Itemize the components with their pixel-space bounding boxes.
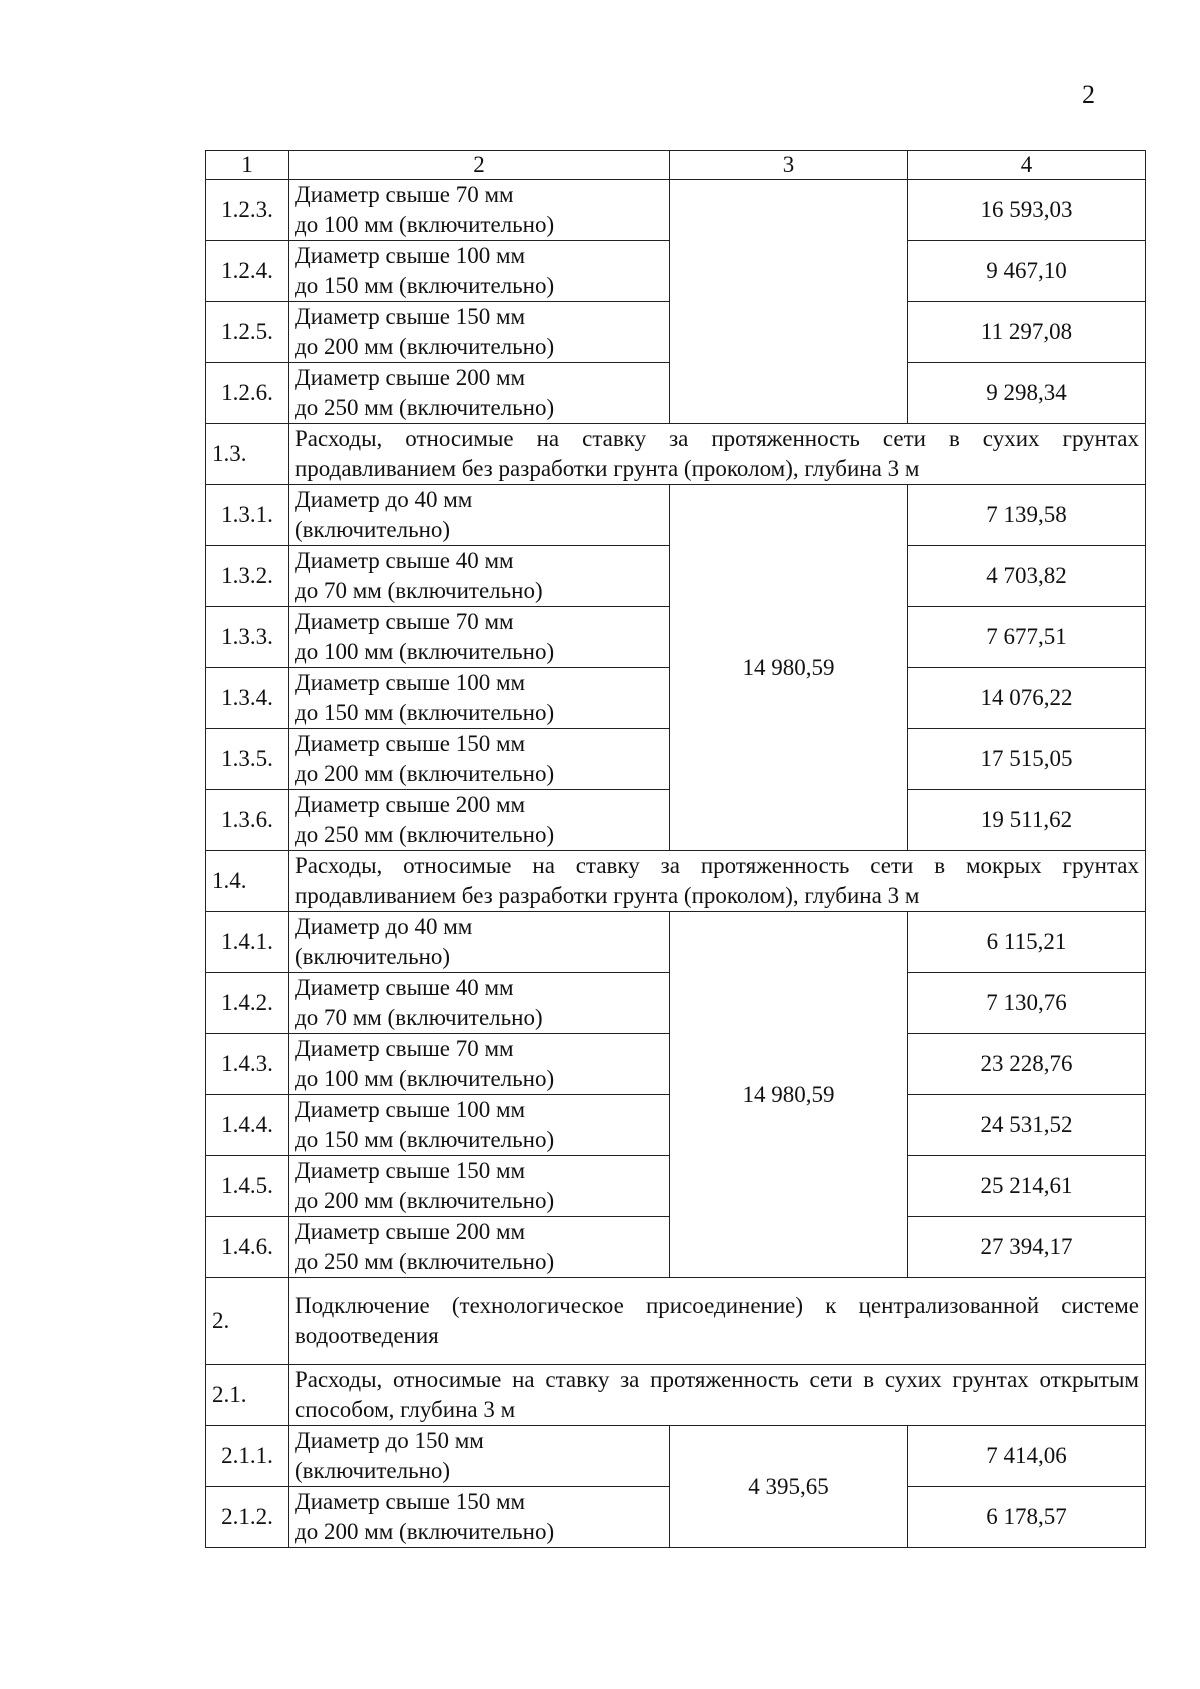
table-row <box>206 180 1146 241</box>
row-description <box>289 912 670 973</box>
description-line-1: Диаметр до 40 мм <box>295 914 473 939</box>
row-number: 2.1.2. <box>206 1487 289 1548</box>
row-value: 27 394,17 <box>908 1217 1146 1278</box>
row-value: 7 677,51 <box>908 607 1146 668</box>
row-value: 7 139,58 <box>908 485 1146 546</box>
section-title: Расходы, относимые на ставку за протяженность сети в сухих грунтах продавливанием без разработки грунта (проколом), глубина 3 м <box>289 424 1146 485</box>
row-number: 1.4.1. <box>206 912 289 973</box>
page-number: 2 <box>1082 80 1095 109</box>
row-number: 1.3.1. <box>206 485 289 546</box>
description-line-1: Диаметр свыше 150 мм <box>295 1158 526 1183</box>
description-line-2: до 200 мм (включительно) <box>295 761 555 786</box>
section-title: Расходы, относимые на ставку за протяженность сети в мокрых грунтах продавливанием без разработки грунта (проколом), глубина 3 м <box>289 851 1146 912</box>
description-line-2: (включительно) <box>295 944 451 969</box>
row-description <box>289 1156 670 1217</box>
row-value: 7 130,76 <box>908 973 1146 1034</box>
description-line-1: Диаметр свыше 70 мм <box>295 1036 514 1061</box>
description-line-2: до 250 мм (включительно) <box>295 1249 555 1274</box>
row-value: 6 178,57 <box>908 1487 1146 1548</box>
section-number: 2. <box>206 1278 289 1365</box>
row-number: 1.2.5. <box>206 302 289 363</box>
column-header-3: 3 <box>670 151 908 180</box>
description-line-2: до 70 мм (включительно) <box>295 1005 543 1030</box>
table-row <box>206 912 1146 973</box>
description-line-1: Диаметр свыше 100 мм <box>295 670 526 695</box>
row-number: 1.3.3. <box>206 607 289 668</box>
row-number: 1.4.6. <box>206 1217 289 1278</box>
description-line-2: (включительно) <box>295 517 451 542</box>
row-value: 6 115,21 <box>908 912 1146 973</box>
table-row <box>206 1426 1146 1487</box>
row-value: 14 076,22 <box>908 668 1146 729</box>
row-value: 19 511,62 <box>908 790 1146 851</box>
group-value: 14 980,59 <box>670 485 908 851</box>
row-value: 11 297,08 <box>908 302 1146 363</box>
row-description <box>289 180 670 241</box>
description-line-2: до 100 мм (включительно) <box>295 639 555 664</box>
description-line-2: до 250 мм (включительно) <box>295 395 555 420</box>
row-value: 25 214,61 <box>908 1156 1146 1217</box>
description-line-1: Диаметр до 40 мм <box>295 487 473 512</box>
row-value: 9 298,34 <box>908 363 1146 424</box>
row-number: 1.3.4. <box>206 668 289 729</box>
column-header-2: 2 <box>289 151 670 180</box>
description-line-1: Диаметр свыше 150 мм <box>295 1489 526 1514</box>
column-header-4: 4 <box>908 151 1146 180</box>
description-line-1: Диаметр свыше 150 мм <box>295 731 526 756</box>
row-number: 1.4.2. <box>206 973 289 1034</box>
row-description <box>289 485 670 546</box>
description-line-1: Диаметр свыше 200 мм <box>295 792 526 817</box>
description-line-1: Диаметр свыше 40 мм <box>295 975 514 1000</box>
row-number: 1.3.2. <box>206 546 289 607</box>
row-description <box>289 241 670 302</box>
description-line-2: (включительно) <box>295 1458 451 1483</box>
row-number: 1.2.4. <box>206 241 289 302</box>
description-line-1: Диаметр свыше 150 мм <box>295 304 526 329</box>
description-line-1: Диаметр свыше 70 мм <box>295 182 514 207</box>
description-line-1: Диаметр свыше 200 мм <box>295 365 526 390</box>
row-value: 17 515,05 <box>908 729 1146 790</box>
row-description <box>289 1426 670 1487</box>
row-description <box>289 1487 670 1548</box>
row-value: 7 414,06 <box>908 1426 1146 1487</box>
tariff-table <box>205 150 1146 1548</box>
row-number: 2.1.1. <box>206 1426 289 1487</box>
row-value: 23 228,76 <box>908 1034 1146 1095</box>
row-number: 1.2.6. <box>206 363 289 424</box>
row-description <box>289 668 670 729</box>
table-row <box>206 485 1146 546</box>
row-number: 1.2.3. <box>206 180 289 241</box>
description-line-2: до 150 мм (включительно) <box>295 273 555 298</box>
group-value-cell-empty <box>670 180 908 424</box>
column-header-1: 1 <box>206 151 289 180</box>
row-value: 24 531,52 <box>908 1095 1146 1156</box>
row-value: 9 467,10 <box>908 241 1146 302</box>
table-header-row <box>206 151 1146 180</box>
section-title: Подключение (технологическое присоединение) к централизованной системе водоотведения <box>289 1278 1146 1365</box>
description-line-2: до 250 мм (включительно) <box>295 822 555 847</box>
group-value: 14 980,59 <box>670 912 908 1278</box>
row-value: 4 703,82 <box>908 546 1146 607</box>
row-description <box>289 546 670 607</box>
description-line-2: до 200 мм (включительно) <box>295 1188 555 1213</box>
description-line-2: до 70 мм (включительно) <box>295 578 543 603</box>
description-line-2: до 200 мм (включительно) <box>295 1519 555 1544</box>
description-line-2: до 150 мм (включительно) <box>295 700 555 725</box>
section-row <box>206 1365 1146 1426</box>
description-line-2: до 200 мм (включительно) <box>295 334 555 359</box>
row-description <box>289 302 670 363</box>
description-line-1: Диаметр свыше 100 мм <box>295 243 526 268</box>
description-line-1: Диаметр до 150 мм <box>295 1428 484 1453</box>
section-number: 1.4. <box>206 851 289 912</box>
row-description <box>289 973 670 1034</box>
section-row <box>206 851 1146 912</box>
row-description <box>289 1034 670 1095</box>
description-line-1: Диаметр свыше 40 мм <box>295 548 514 573</box>
section-row <box>206 1278 1146 1365</box>
row-description <box>289 729 670 790</box>
row-description <box>289 790 670 851</box>
row-description <box>289 1095 670 1156</box>
description-line-1: Диаметр свыше 200 мм <box>295 1219 526 1244</box>
row-description <box>289 607 670 668</box>
section-title: Расходы, относимые на ставку за протяженность сети в сухих грунтах открытым способом, глубина 3 м <box>289 1365 1146 1426</box>
section-number: 1.3. <box>206 424 289 485</box>
row-description <box>289 1217 670 1278</box>
section-number: 2.1. <box>206 1365 289 1426</box>
description-line-2: до 100 мм (включительно) <box>295 212 555 237</box>
description-line-2: до 100 мм (включительно) <box>295 1066 555 1091</box>
description-line-2: до 150 мм (включительно) <box>295 1127 555 1152</box>
group-value: 4 395,65 <box>670 1426 908 1548</box>
description-line-1: Диаметр свыше 100 мм <box>295 1097 526 1122</box>
row-description <box>289 363 670 424</box>
row-number: 1.3.5. <box>206 729 289 790</box>
row-number: 1.4.5. <box>206 1156 289 1217</box>
row-value: 16 593,03 <box>908 180 1146 241</box>
row-number: 1.3.6. <box>206 790 289 851</box>
section-row <box>206 424 1146 485</box>
description-line-1: Диаметр свыше 70 мм <box>295 609 514 634</box>
row-number: 1.4.4. <box>206 1095 289 1156</box>
row-number: 1.4.3. <box>206 1034 289 1095</box>
